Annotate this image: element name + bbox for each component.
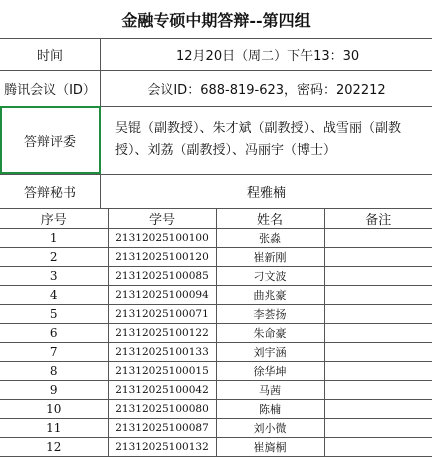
cell-student-id[interactable]: 21312025100122 <box>108 324 216 343</box>
table-row <box>0 248 432 267</box>
cell-note[interactable] <box>324 419 432 438</box>
cell-no[interactable]: 9 <box>0 381 108 400</box>
cell-student-id[interactable]: 21312025100100 <box>108 229 216 248</box>
table-row <box>0 362 432 381</box>
table-header-row <box>0 209 432 229</box>
table-row <box>0 229 432 248</box>
cell-no[interactable]: 12 <box>0 438 108 457</box>
header-note[interactable]: 备注 <box>324 209 432 229</box>
cell-name[interactable]: 朱命豪 <box>216 324 324 343</box>
committee-value-cell[interactable]: 吴锟（副教授）、朱才斌（副教授）、战雪丽（副教授）、刘荔（副教授）、冯丽宇（博士） <box>115 121 402 158</box>
time-value-cell[interactable]: 12月20日（周二）下午13：30 <box>176 48 360 64</box>
table-row <box>0 324 432 343</box>
meeting-row <box>0 70 432 107</box>
cell-name[interactable]: 徐华坤 <box>216 362 324 381</box>
cell-name[interactable]: 崔新刚 <box>216 248 324 267</box>
cell-note[interactable] <box>324 267 432 286</box>
cell-note[interactable] <box>324 343 432 362</box>
sheet-title[interactable]: 金融专硕中期答辩--第四组 <box>0 0 432 39</box>
cell-name[interactable]: 曲兆豪 <box>216 286 324 305</box>
cell-name[interactable]: 崔旖桐 <box>216 438 324 457</box>
cell-no[interactable]: 6 <box>0 324 108 343</box>
meeting-label-cell[interactable]: 腾讯会议（ID） <box>0 70 101 106</box>
header-no[interactable]: 序号 <box>0 209 108 229</box>
cell-name[interactable]: 刘宇涵 <box>216 343 324 362</box>
cell-student-id[interactable]: 21312025100071 <box>108 305 216 324</box>
committee-row <box>0 106 432 175</box>
cell-student-id[interactable]: 21312025100132 <box>108 438 216 457</box>
table-row <box>0 267 432 286</box>
cell-note[interactable] <box>324 400 432 419</box>
cell-note[interactable] <box>324 438 432 457</box>
cell-no[interactable]: 5 <box>0 305 108 324</box>
cell-student-id[interactable]: 21312025100085 <box>108 267 216 286</box>
cell-student-id[interactable]: 21312025100087 <box>108 419 216 438</box>
cell-no[interactable]: 3 <box>0 267 108 286</box>
header-name[interactable]: 姓名 <box>216 209 324 229</box>
cell-name[interactable]: 刁文波 <box>216 267 324 286</box>
cell-note[interactable] <box>324 286 432 305</box>
cell-name[interactable]: 张淼 <box>216 229 324 248</box>
cell-note[interactable] <box>324 381 432 400</box>
cell-note[interactable] <box>324 229 432 248</box>
cell-note[interactable] <box>324 324 432 343</box>
table-row <box>0 438 432 457</box>
cell-note[interactable] <box>324 305 432 324</box>
table-row <box>0 400 432 419</box>
cell-student-id[interactable]: 21312025100133 <box>108 343 216 362</box>
cell-name[interactable]: 马茜 <box>216 381 324 400</box>
cell-note[interactable] <box>324 362 432 381</box>
secretary-row <box>0 174 432 209</box>
cell-no[interactable]: 4 <box>0 286 108 305</box>
cell-student-id[interactable]: 21312025100042 <box>108 381 216 400</box>
cell-name[interactable]: 李荟扬 <box>216 305 324 324</box>
cell-student-id[interactable]: 21312025100120 <box>108 248 216 267</box>
cell-no[interactable]: 2 <box>0 248 108 267</box>
header-id[interactable]: 学号 <box>108 209 216 229</box>
secretary-label-cell[interactable]: 答辩秘书 <box>0 174 101 208</box>
table-row <box>0 419 432 438</box>
table-row <box>0 305 432 324</box>
table-row <box>0 343 432 362</box>
time-label-cell[interactable]: 时间 <box>0 38 101 70</box>
cell-no[interactable]: 8 <box>0 362 108 381</box>
cell-no[interactable]: 7 <box>0 343 108 362</box>
cell-student-id[interactable]: 21312025100015 <box>108 362 216 381</box>
table-row <box>0 286 432 305</box>
time-row <box>0 38 432 71</box>
cell-name[interactable]: 刘小微 <box>216 419 324 438</box>
table-row <box>0 381 432 400</box>
cell-student-id[interactable]: 21312025100094 <box>108 286 216 305</box>
cell-note[interactable] <box>324 248 432 267</box>
student-table <box>0 208 432 457</box>
cell-no[interactable]: 10 <box>0 400 108 419</box>
cell-student-id[interactable]: 21312025100080 <box>108 400 216 419</box>
meeting-value-cell[interactable]: 会议ID：688-819-623，密码：202212 <box>147 82 386 98</box>
cell-name[interactable]: 陈楠 <box>216 400 324 419</box>
cell-no[interactable]: 1 <box>0 229 108 248</box>
committee-label-cell[interactable]: 答辩评委 <box>0 106 101 174</box>
cell-no[interactable]: 11 <box>0 419 108 438</box>
secretary-value-cell[interactable]: 程雅楠 <box>246 185 286 201</box>
